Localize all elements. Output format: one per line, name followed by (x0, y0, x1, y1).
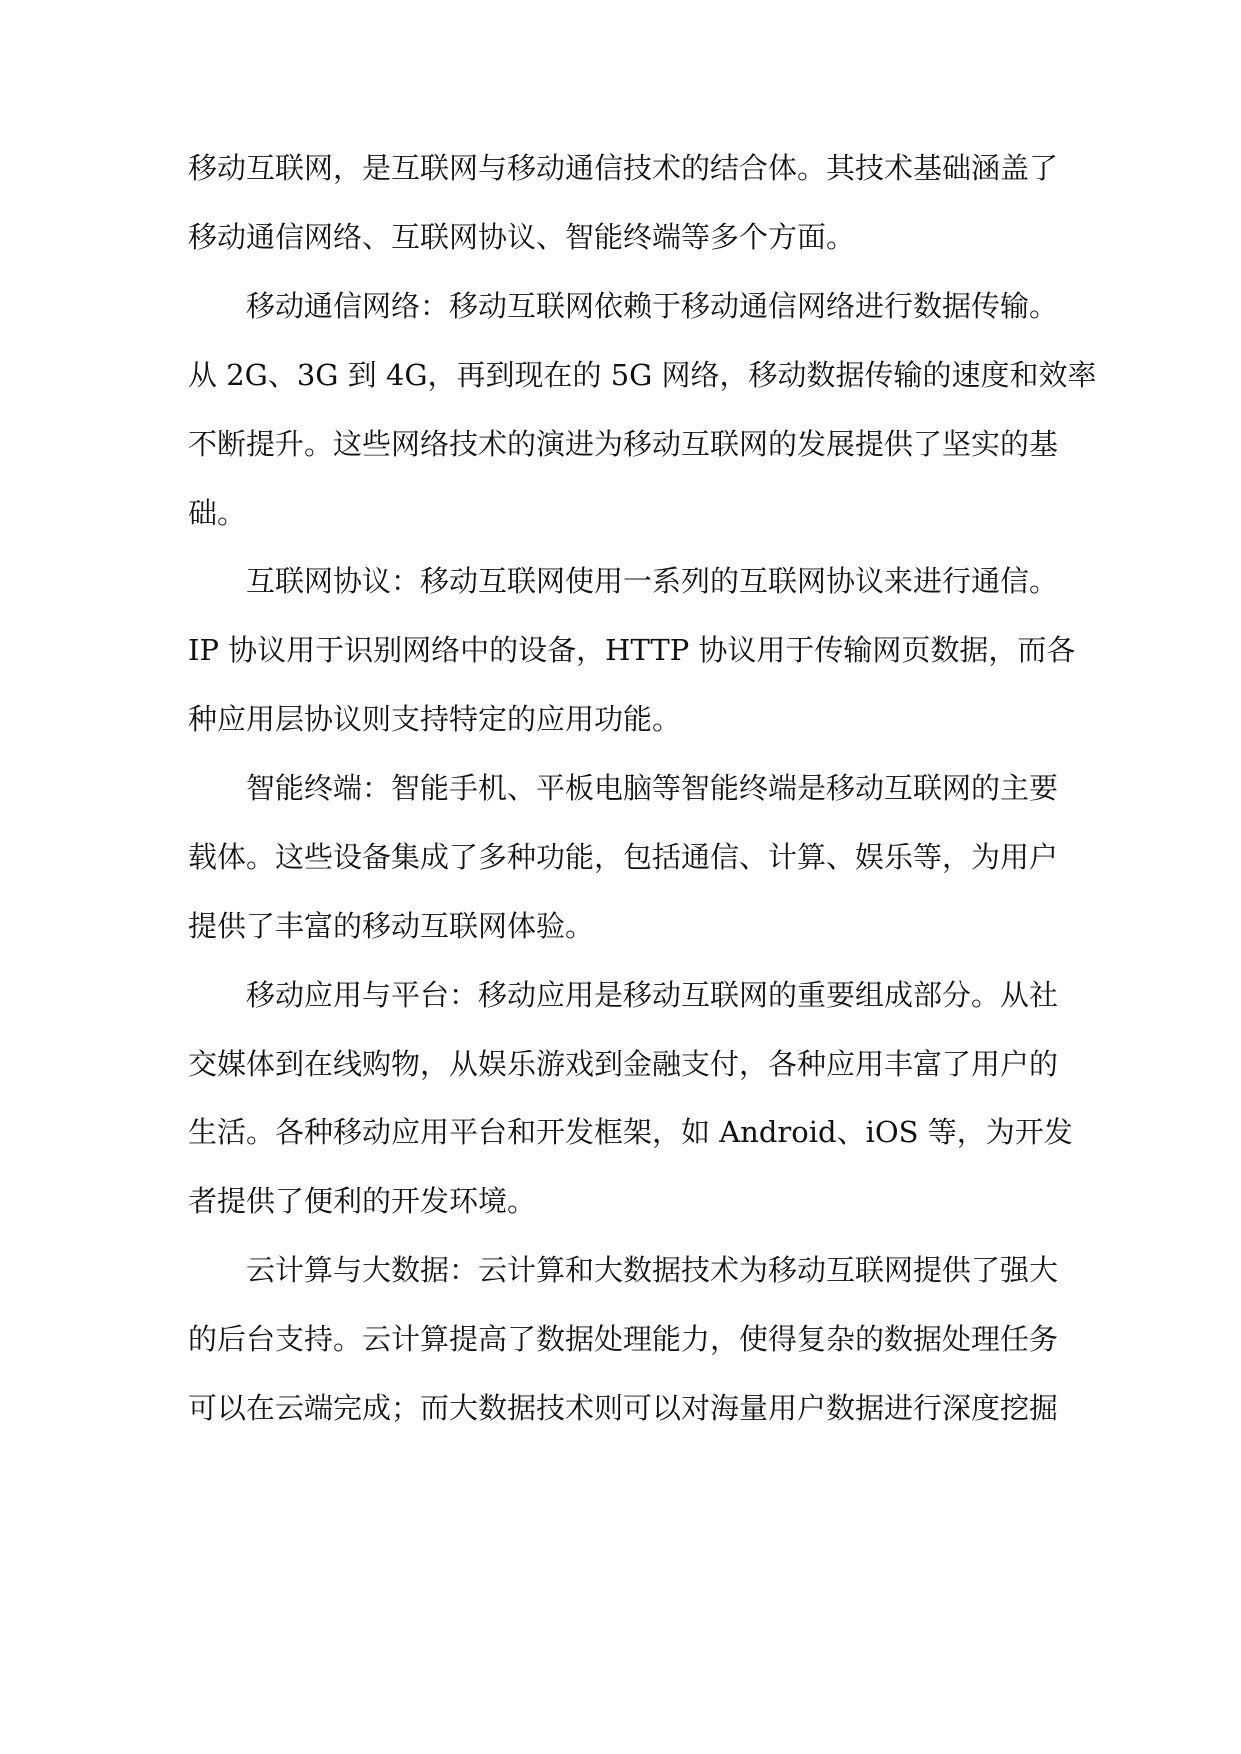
text-line: 生活。各种移动应用平台和开发框架，如 Android、iOS 等，为开发 (188, 1115, 1073, 1149)
text-line: 提供了丰富的移动互联网体验。 (188, 909, 595, 943)
text-line: IP 协议用于识别网络中的设备，HTTP 协议用于传输网页数据，而各 (188, 633, 1076, 667)
text-line: 交媒体到在线购物，从娱乐游戏到金融支付，各种应用丰富了用户的 (188, 1047, 1059, 1081)
text-line: 移动通信网络、互联网协议、智能终端等多个方面。 (188, 220, 856, 254)
text-line: 载体。这些设备集成了多种功能，包括通信、计算、娱乐等，为用户 (188, 840, 1059, 874)
text-line: 可以在云端完成；而大数据技术则可以对海量用户数据进行深度挖掘 (188, 1391, 1059, 1425)
text-line: 础。 (188, 496, 247, 530)
text-line: 从 2G、3G 到 4G，再到现在的 5G 网络，移动数据传输的速度和效率 (188, 358, 1097, 392)
text-line: 种应用层协议则支持特定的应用功能。 (188, 702, 682, 736)
paragraph-heading-line: 移动通信网络：移动互联网依赖于移动通信网络进行数据传输。 (246, 289, 1059, 323)
text-line: 不断提升。这些网络技术的演进为移动互联网的发展提供了坚实的基 (188, 427, 1059, 461)
paragraph-heading-line: 移动应用与平台：移动应用是移动互联网的重要组成部分。从社 (246, 978, 1059, 1012)
paragraph-heading-line: 云计算与大数据：云计算和大数据技术为移动互联网提供了强大 (246, 1253, 1059, 1287)
text-line: 移动互联网，是互联网与移动通信技术的结合体。其技术基础涵盖了 (188, 151, 1059, 185)
paragraph-heading-line: 互联网协议：移动互联网使用一系列的互联网协议来进行通信。 (246, 564, 1059, 598)
text-line: 者提供了便利的开发环境。 (188, 1184, 537, 1218)
paragraph-heading-line: 智能终端：智能手机、平板电脑等智能终端是移动互联网的主要 (246, 771, 1059, 805)
text-line: 的后台支持。云计算提高了数据处理能力，使得复杂的数据处理任务 (188, 1322, 1059, 1356)
